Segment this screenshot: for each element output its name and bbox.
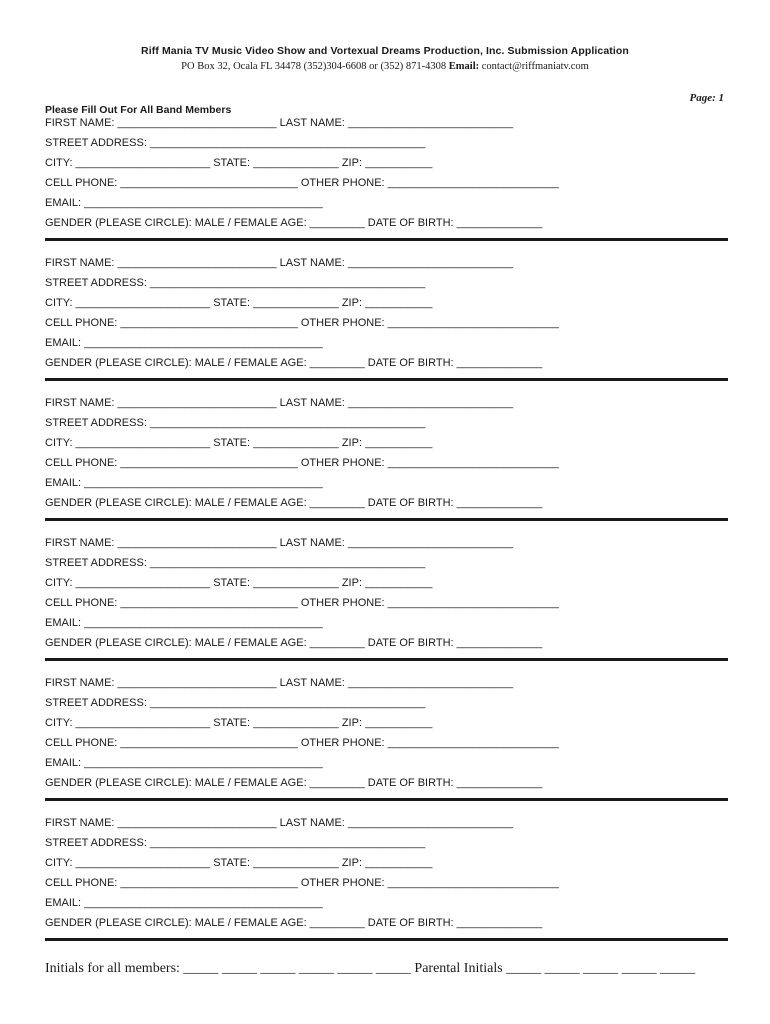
- phone-fields[interactable]: CELL PHONE: _____________________________ OTHER PHONE: ____________________________: [45, 737, 559, 749]
- name-fields[interactable]: FIRST NAME: __________________________ LAST NAME: ___________________________: [45, 397, 514, 409]
- name-fields[interactable]: FIRST NAME: __________________________ LAST NAME: ___________________________: [45, 677, 514, 689]
- member-block-3: [45, 396, 728, 536]
- gender-age-dob-fields[interactable]: GENDER (PLEASE CIRCLE): MALE / FEMALE AGE: _________ DATE OF BIRTH: ______________: [45, 917, 543, 929]
- section-divider: [45, 658, 728, 661]
- phone-fields[interactable]: CELL PHONE: _____________________________ OTHER PHONE: ____________________________: [45, 877, 559, 889]
- email-field[interactable]: EMAIL: _______________________________________: [45, 337, 323, 349]
- member-forms: [45, 116, 728, 956]
- gender-age-dob-fields[interactable]: GENDER (PLEASE CIRCLE): MALE / FEMALE AGE: _________ DATE OF BIRTH: ______________: [45, 637, 543, 649]
- gender-age-dob-fields[interactable]: GENDER (PLEASE CIRCLE): MALE / FEMALE AGE: _________ DATE OF BIRTH: ______________: [45, 217, 543, 229]
- section-divider: [45, 798, 728, 801]
- city-state-zip-fields[interactable]: CITY: ______________________ STATE: ______________ ZIP: ___________: [45, 297, 433, 309]
- street-address-field[interactable]: STREET ADDRESS: _____________________________________________: [45, 697, 426, 709]
- city-state-zip-fields[interactable]: CITY: ______________________ STATE: ______________ ZIP: ___________: [45, 157, 433, 169]
- gender-age-dob-fields[interactable]: GENDER (PLEASE CIRCLE): MALE / FEMALE AGE: _________ DATE OF BIRTH: ______________: [45, 497, 543, 509]
- email-field[interactable]: EMAIL: _______________________________________: [45, 197, 323, 209]
- phone-fields[interactable]: CELL PHONE: _____________________________ OTHER PHONE: ____________________________: [45, 457, 559, 469]
- phone-fields[interactable]: CELL PHONE: _____________________________ OTHER PHONE: ____________________________: [45, 597, 559, 609]
- page-number: Page: 1: [689, 92, 724, 104]
- email-label: Email:: [448, 61, 480, 72]
- street-address-field[interactable]: STREET ADDRESS: _____________________________________________: [45, 837, 426, 849]
- member-block-2: [45, 256, 728, 396]
- gender-age-dob-fields[interactable]: GENDER (PLEASE CIRCLE): MALE / FEMALE AGE: _________ DATE OF BIRTH: ______________: [45, 777, 543, 789]
- email-field[interactable]: EMAIL: _______________________________________: [45, 897, 323, 909]
- initials-line[interactable]: Initials for all members: _____ _____ _____ _____ _____ _____ Parental Initials _____ _____ _____ _____ _____: [45, 961, 696, 976]
- gender-age-dob-fields[interactable]: GENDER (PLEASE CIRCLE): MALE / FEMALE AGE: _________ DATE OF BIRTH: ______________: [45, 357, 543, 369]
- section-divider: [45, 938, 728, 941]
- member-block-5: [45, 676, 728, 816]
- email-value: contact@riffmaniatv.com: [479, 61, 589, 72]
- member-block-6: [45, 816, 728, 956]
- email-field[interactable]: EMAIL: _______________________________________: [45, 617, 323, 629]
- street-address-field[interactable]: STREET ADDRESS: _____________________________________________: [45, 417, 426, 429]
- street-address-field[interactable]: STREET ADDRESS: _____________________________________________: [45, 277, 426, 289]
- section-divider: [45, 518, 728, 521]
- name-fields[interactable]: FIRST NAME: __________________________ LAST NAME: ___________________________: [45, 257, 514, 269]
- contact-line: [0, 61, 770, 72]
- name-fields[interactable]: FIRST NAME: __________________________ LAST NAME: ___________________________: [45, 117, 514, 129]
- section-divider: [45, 238, 728, 241]
- phone-fields[interactable]: CELL PHONE: _____________________________ OTHER PHONE: ____________________________: [45, 177, 559, 189]
- email-field[interactable]: EMAIL: _______________________________________: [45, 477, 323, 489]
- instructions: Please Fill Out For All Band Members: [45, 104, 232, 116]
- email-field[interactable]: EMAIL: _______________________________________: [45, 757, 323, 769]
- street-address-field[interactable]: STREET ADDRESS: _____________________________________________: [45, 137, 426, 149]
- form-title: Riff Mania TV Music Video Show and Vortexual Dreams Production, Inc. Submission Application: [141, 45, 629, 57]
- city-state-zip-fields[interactable]: CITY: ______________________ STATE: ______________ ZIP: ___________: [45, 437, 433, 449]
- section-divider: [45, 378, 728, 381]
- street-address-field[interactable]: STREET ADDRESS: _____________________________________________: [45, 557, 426, 569]
- name-fields[interactable]: FIRST NAME: __________________________ LAST NAME: ___________________________: [45, 817, 514, 829]
- member-block-1: [45, 116, 728, 240]
- city-state-zip-fields[interactable]: CITY: ______________________ STATE: ______________ ZIP: ___________: [45, 717, 433, 729]
- city-state-zip-fields[interactable]: CITY: ______________________ STATE: ______________ ZIP: ___________: [45, 577, 433, 589]
- name-fields[interactable]: FIRST NAME: __________________________ LAST NAME: ___________________________: [45, 537, 514, 549]
- city-state-zip-fields[interactable]: CITY: ______________________ STATE: ______________ ZIP: ___________: [45, 857, 433, 869]
- member-block-4: [45, 536, 728, 676]
- address-text: PO Box 32, Ocala FL 34478 (352)304-6608 or (352) 871-4308: [181, 61, 449, 72]
- phone-fields[interactable]: CELL PHONE: _____________________________ OTHER PHONE: ____________________________: [45, 317, 559, 329]
